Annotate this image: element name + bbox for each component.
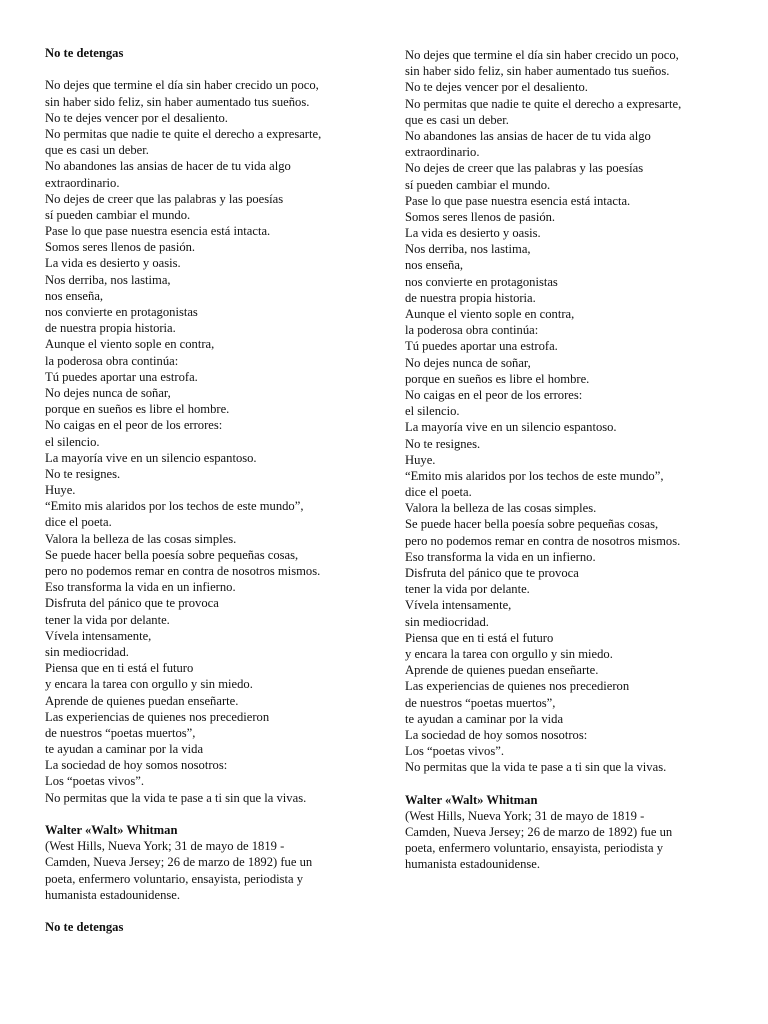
trailing-poem-title: No te detengas (45, 920, 124, 935)
poem-line: Nos derriba, nos lastima, (405, 242, 531, 257)
poem-line: Piensa que en ti está el futuro (405, 630, 554, 645)
poem-line: nos convierte en protagonistas (45, 305, 198, 319)
poem-line: Se puede hacer bella poesía sobre pequeñas cosas, (45, 547, 299, 562)
bio-line: (West Hills, Nueva York; 31 de mayo de 1819 - (405, 808, 645, 823)
poem-line: Aprende de quienes puedan enseñarte. (405, 663, 599, 678)
poem-line: Tú puedes aportar una estrofa. (405, 339, 558, 354)
poem-line: Aunque el viento sople en contra, (405, 307, 575, 321)
author-name: Walter «Walt» Whitman (45, 823, 178, 837)
poem-line: la poderosa obra continúa: (405, 323, 539, 338)
poem-line: La sociedad de hoy somos nosotros: (45, 758, 228, 773)
poem-line: sí pueden cambiar el mundo. (405, 177, 551, 192)
poem-line: No dejes que termine el día sin haber crecido un poco, (45, 78, 319, 93)
poem-line: nos enseña, (45, 288, 104, 303)
poem-line: No caigas en el peor de los errores: (45, 418, 223, 433)
poem-line: No permitas que la vida te pase a ti sin que la vivas. (405, 760, 667, 775)
poem-line: No te dejes vencer por el desaliento. (405, 80, 588, 95)
poem-line: Somos seres llenos de pasión. (45, 240, 196, 255)
poem-line: Vívela intensamente, (405, 598, 512, 613)
poem-line: Huye. (45, 483, 76, 498)
poem-line: extraordinario. (45, 175, 120, 190)
poem-line: Disfruta del pánico que te provoca (405, 566, 579, 580)
poem-line: de nuestros “poetas muertos”, (45, 725, 196, 740)
poem-line: “Emito mis alaridos por los techos de este mundo”, (45, 499, 304, 514)
poem-line: No dejes nunca de soñar, (45, 385, 171, 400)
poem-line: te ayudan a caminar por la vida (45, 742, 204, 757)
poem-line: La sociedad de hoy somos nosotros: (405, 727, 588, 742)
poem-line: No te resignes. (405, 436, 481, 451)
poem-line: No dejes de creer que las palabras y las poesías (405, 161, 644, 176)
poem-line: No te resignes. (45, 466, 121, 481)
poem-line: te ayudan a caminar por la vida (405, 711, 564, 726)
poem-line: y encara la tarea con orgullo y sin miedo. (405, 646, 613, 661)
poem-line: Huye. (405, 452, 436, 467)
blank-line (45, 806, 365, 822)
poem-line: el silencio. (45, 434, 100, 449)
poem-line: Valora la belleza de las cosas simples. (405, 501, 597, 516)
poem-line: sin mediocridad. (45, 644, 129, 659)
poem-line: dice el poeta. (405, 485, 472, 500)
bio-line: Camden, Nueva Jersey; 26 de marzo de 1892) fue un (405, 825, 673, 839)
poem-line: Tú puedes aportar una estrofa. (45, 369, 198, 384)
poem-line: que es casi un deber. (45, 143, 149, 158)
poem-line: Las experiencias de quienes nos precedieron (405, 679, 630, 694)
poem-line: Eso transforma la vida en un infierno. (45, 580, 236, 595)
poem-line: Somos seres llenos de pasión. (405, 209, 556, 224)
poem-line: la poderosa obra continúa: (45, 353, 179, 368)
poem-line: La vida es desierto y oasis. (405, 226, 541, 241)
poem-line: Eso transforma la vida en un infierno. (405, 549, 596, 564)
poem-line: porque en sueños es libre el hombre. (405, 371, 590, 386)
bio-line: poeta, enfermero voluntario, ensayista, periodista y (405, 841, 664, 856)
poem-line: sí pueden cambiar el mundo. (45, 207, 191, 222)
poem-line: pero no podemos remar en contra de nosotros mismos. (405, 533, 681, 548)
poem-line: No permitas que la vida te pase a ti sin que la vivas. (45, 790, 307, 805)
poem-line: “Emito mis alaridos por los techos de este mundo”, (405, 468, 664, 483)
poem-line: La vida es desierto y oasis. (45, 256, 181, 271)
poem-line: de nuestra propia historia. (405, 290, 536, 305)
poem-line: No dejes de creer que las palabras y las poesías (45, 191, 284, 206)
poem-line: Las experiencias de quienes nos precedieron (45, 709, 270, 724)
poem-line: tener la vida por delante. (405, 582, 530, 597)
poem-line: Disfruta del pánico que te provoca (45, 596, 219, 611)
poem-line: Valora la belleza de las cosas simples. (45, 531, 237, 546)
poem-line: Piensa que en ti está el futuro (45, 661, 194, 676)
poem-line: Vívela intensamente, (45, 628, 152, 643)
right-column (405, 47, 725, 873)
poem-line: Aunque el viento sople en contra, (45, 337, 215, 352)
poem-body (45, 77, 365, 805)
author-bio (45, 838, 345, 903)
poem-line: La mayoría vive en un silencio espantoso. (45, 450, 257, 465)
poem-line: de nuestros “poetas muertos”, (405, 695, 556, 710)
poem-line: Los “poetas vivos”. (45, 774, 144, 789)
bio-line: humanista estadounidense. (45, 887, 181, 902)
blank-line (405, 775, 725, 791)
poem-line: porque en sueños es libre el hombre. (45, 402, 230, 417)
poem-line: Aprende de quienes puedan enseñarte. (45, 693, 239, 708)
poem-line: Los “poetas vivos”. (405, 744, 504, 759)
poem-line: No abandones las ansias de hacer de tu vida algo (405, 128, 651, 143)
poem-line: sin haber sido feliz, sin haber aumentado tus sueños. (405, 64, 670, 79)
poem-line: No abandones las ansias de hacer de tu vida algo (45, 159, 291, 174)
author-bio (405, 808, 705, 873)
poem-line: No permitas que nadie te quite el derecho a expresarte, (405, 96, 682, 111)
poem-line: Se puede hacer bella poesía sobre pequeñas cosas, (405, 517, 659, 532)
poem-line: Nos derriba, nos lastima, (45, 272, 171, 287)
poem-line: No dejes nunca de soñar, (405, 355, 531, 370)
poem-line: Pase lo que pase nuestra esencia está intacta. (45, 224, 271, 239)
poem-line: extraordinario. (405, 145, 480, 160)
poem-line: pero no podemos remar en contra de nosotros mismos. (45, 564, 321, 578)
left-column (45, 45, 365, 935)
blank-line (45, 61, 365, 77)
poem-line: tener la vida por delante. (45, 612, 170, 627)
bio-line: poeta, enfermero voluntario, ensayista, periodista y (45, 871, 304, 886)
poem-line: el silencio. (405, 404, 460, 419)
poem-line: La mayoría vive en un silencio espantoso. (405, 420, 617, 435)
blank-line (45, 903, 365, 919)
poem-line: No permitas que nadie te quite el derecho a expresarte, (45, 126, 322, 141)
poem-line: de nuestra propia historia. (45, 321, 176, 336)
poem-line: No dejes que termine el día sin haber crecido un poco, (405, 48, 679, 62)
poem-line: No caigas en el peor de los errores: (405, 387, 583, 402)
bio-line: (West Hills, Nueva York; 31 de mayo de 1819 - (45, 839, 285, 854)
poem-line: nos convierte en protagonistas (405, 274, 558, 289)
author-name: Walter «Walt» Whitman (405, 792, 538, 807)
poem-line: que es casi un deber. (405, 112, 509, 127)
poem-line: sin mediocridad. (405, 614, 489, 629)
poem-line: Pase lo que pase nuestra esencia está intacta. (405, 193, 631, 208)
bio-line: humanista estadounidense. (405, 857, 541, 872)
poem-body (405, 47, 725, 775)
poem-line: sin haber sido feliz, sin haber aumentado tus sueños. (45, 94, 310, 109)
poem-line: y encara la tarea con orgullo y sin miedo. (45, 677, 253, 692)
poem-line: dice el poeta. (45, 515, 112, 530)
poem-line: nos enseña, (405, 258, 464, 273)
bio-line: Camden, Nueva Jersey; 26 de marzo de 1892) fue un (45, 855, 313, 870)
poem-line: No te dejes vencer por el desaliento. (45, 110, 228, 125)
poem-title: No te detengas (45, 46, 124, 60)
